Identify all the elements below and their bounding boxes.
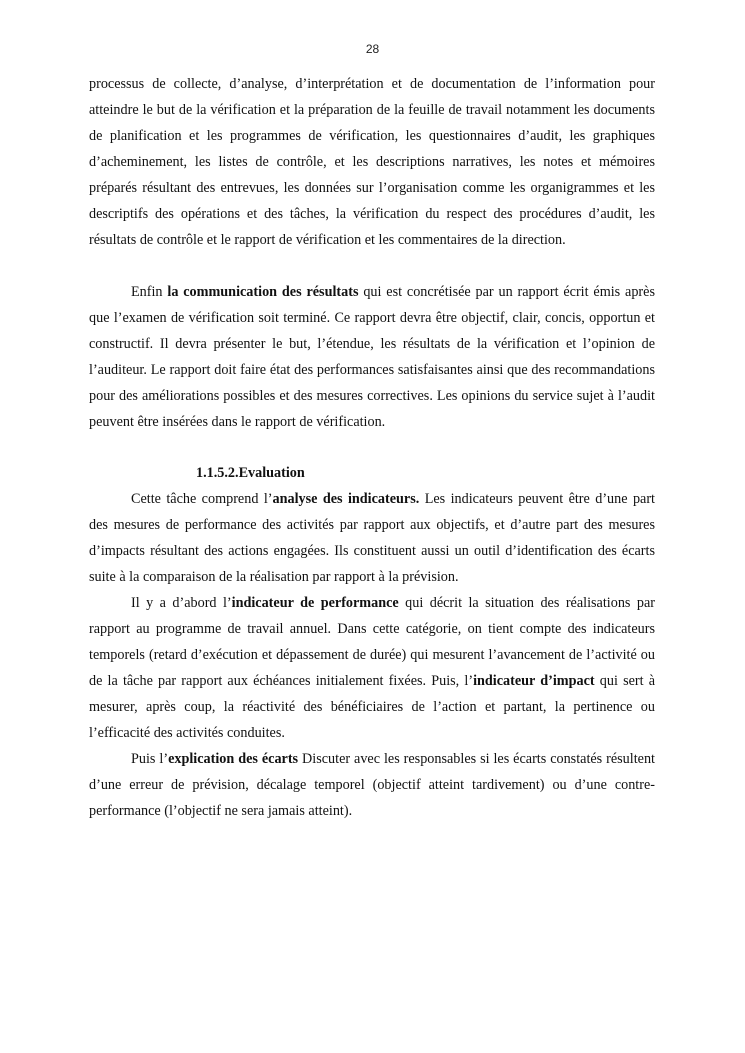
indicateurs-text: qui sert à mesurer, après coup, la réactivité des bénéficiaires de l’action et partant, la pertinence ou l’efficacité des activités conduites. bbox=[89, 673, 656, 741]
analyse-text: Les indicateurs peuvent être d’une part des mesures de performance des activités par rapport aux objectifs, et d’autre part des mesures d’impacts résultant des actions engagées. Ils constituent aussi un outil d’identification des écarts suite à la comparaison de la réalisation par rapport à la prévision. bbox=[89, 491, 656, 585]
ecarts-intro: Puis l’ bbox=[131, 751, 169, 767]
analyse-intro: Cette tâche comprend l’ bbox=[131, 491, 273, 507]
paragraph-explication-ecarts bbox=[89, 746, 655, 824]
page-number: 28 bbox=[365, 42, 380, 56]
indicateurs-mid: qui décrit la situation des réalisations par rapport au programme de travail annuel. Dans cette catégorie, on tient compte des indicateurs temporels (retard d’exécution et dépassement de durée) qui mesurent l’avancement de l’activité ou de la tâche par rapport aux échéances initialement fixées. Puis, l’ bbox=[89, 595, 655, 689]
paragraph-collecte: processus de collecte, d’analyse, d’interprétation et de documentation de l’information pour atteindre le but de la vérification et la préparation de la feuille de travail notamment les documents de planification et les programmes de vérification, les questionnaires d’audit, les graphiques d’acheminement, les listes de contrôle, et les descriptions narratives, les notes et mémoires préparés résultant des entrevues, les données sur l’organisation comme les organigrammes et les descriptifs des opérations et des tâches, la vérification du respect des procédures d’audit, les résultats de contrôle et le rapport de vérification et les commentaires de la direction. bbox=[89, 76, 655, 248]
ecarts-text: Discuter avec les responsables si les écarts constatés résultent d’une erreur de prévision, décalage temporel (objectif atteint tardivement) ou d’une contre-performance (l’objectif ne sera jamais atteint). bbox=[89, 751, 655, 819]
communication-intro: Enfin bbox=[131, 284, 168, 300]
analyse-bold: analyse des indicateurs. bbox=[272, 491, 420, 507]
communication-bold: la communication des résultats bbox=[167, 284, 359, 300]
paragraph-communication bbox=[89, 279, 655, 435]
paragraph-indicateurs-types bbox=[89, 590, 655, 746]
paragraph-analyse-indicateurs bbox=[89, 486, 655, 590]
document-body bbox=[89, 71, 655, 824]
section-heading-evaluation: 1.1.5.2.Evaluation bbox=[196, 465, 305, 481]
communication-text: qui est concrétisée par un rapport écrit émis après que l’examen de vérification soit terminé. Ce rapport devra être objectif, clair, concis, opportun et constructif. Il devra présenter le but, l’étendue, les résultats de la vérification et l’opinion de l’auditeur. Le rapport doit faire état des performances satisfaisantes ainsi que des recommandations pour des améliorations possibles et des mesures correctives. Les opinions du service sujet à l’audit peuvent être insérées dans le rapport de vérification. bbox=[89, 284, 655, 430]
ecarts-bold: explication des écarts bbox=[168, 751, 299, 767]
indicateur-performance-bold: indicateur de performance bbox=[231, 595, 399, 611]
indicateur-impact-bold: indicateur d’impact bbox=[473, 673, 595, 689]
indicateurs-intro: Il y a d’abord l’ bbox=[131, 595, 232, 611]
